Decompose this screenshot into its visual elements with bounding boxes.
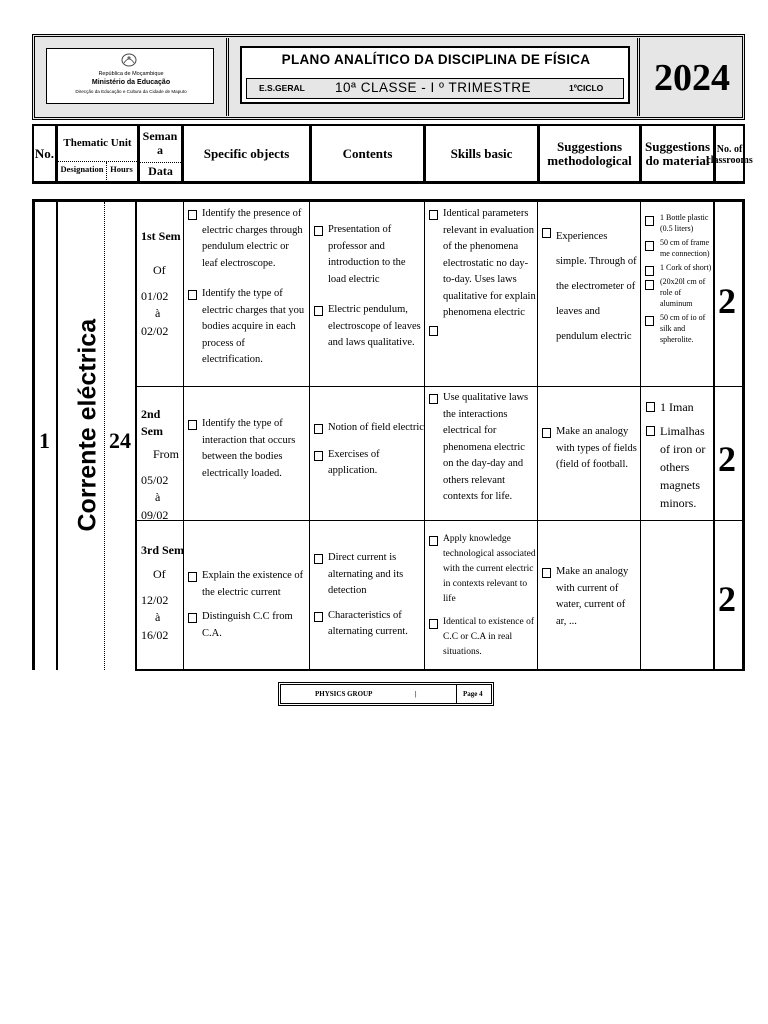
methods-cell (541, 564, 637, 630)
week-label: 2nd Sem (141, 407, 163, 438)
week-label: 3rd Sem (141, 543, 184, 557)
list-item: Presentation of professor and introduction to the load electric (313, 222, 425, 288)
header-separator (226, 38, 229, 116)
col-classrooms: No. of classrooms (706, 143, 753, 166)
classrooms-count: 2 (718, 439, 736, 479)
contents-cell (313, 550, 425, 641)
list-item: Experiences simple. Through of the electrometer of leaves and pendulum electric (541, 224, 637, 349)
list-item: 50 cm of io of silk and spherolite. (644, 312, 714, 345)
list-item: Notion of field electric (313, 420, 425, 437)
designation-label: Designation (60, 164, 104, 174)
classrooms-count: 2 (718, 281, 736, 321)
week-date-cell (141, 228, 185, 342)
week-label: Seman a (142, 129, 178, 157)
col-thematic-unit (58, 126, 140, 181)
list-item: Identical parameters relevant in evaluation of the phenomena electrostatic no day-to-day. Uses laws qualitative for explain phenomena electric (428, 206, 538, 322)
column-header-row (32, 124, 753, 184)
date-a: à (155, 305, 161, 320)
col-no: No. (34, 126, 58, 181)
list-item: Make an analogy with types of fields (field of football. (541, 424, 637, 474)
list-item: Identify the type of electric charges that you bodies acquire in each process of electrification. (187, 286, 307, 369)
thematic-unit-label: Thematic Unit (63, 137, 132, 149)
list-item: Characteristics of alternating current. (313, 608, 425, 641)
contents-cell (313, 420, 425, 480)
date-to: 16/02 (141, 627, 169, 642)
document-title: PLANO ANALÍTICO DA DISCIPLINA DE FÍSICA (281, 52, 591, 67)
list-item: Limalhas of iron or others magnets minors. (645, 422, 713, 512)
unit-designation: Corrente eléctrica (73, 318, 102, 532)
list-item: (20x20l cm of role of aluminum (644, 276, 714, 309)
week-label: 1st Sem (141, 229, 181, 243)
footer-group: PHYSICS GROUP (315, 690, 373, 698)
hours-label: Hours (110, 164, 133, 174)
list-item: Make an analogy with current of water, current of ar, ... (541, 564, 637, 630)
list-item: 1 Bottle plastic (0.5 liters) (644, 212, 714, 234)
date-from: 12/02 (141, 592, 169, 607)
from-label: Of (153, 566, 166, 581)
date-from: 05/02 (141, 473, 169, 487)
date-label: Data (148, 164, 173, 178)
list-item: 1 Iman (645, 398, 713, 416)
objectives-cell (187, 568, 311, 642)
year-label: 2024 (654, 57, 730, 99)
coat-of-arms-icon (118, 52, 140, 68)
objectives-cell (187, 416, 307, 482)
lesson-plan-table (32, 199, 745, 670)
objectives-cell (187, 206, 307, 369)
list-item: 1 Cork of short) (644, 262, 714, 273)
contents-cell (313, 222, 425, 352)
title-subline (246, 78, 624, 99)
week-date-cell (141, 542, 185, 646)
list-item (428, 322, 538, 334)
date-a: à (155, 609, 161, 624)
materials-cell (644, 212, 714, 348)
list-item: 50 cm of frame me connection) (644, 237, 714, 259)
list-item: Exercises of application. (313, 447, 425, 480)
classrooms-count: 2 (718, 579, 736, 619)
col-week (140, 126, 184, 181)
date-from: 01/02 (141, 288, 169, 303)
list-item: Distinguish C.C from C.A. (187, 609, 311, 642)
date-a: à (155, 490, 161, 504)
materials-cell (645, 398, 713, 512)
list-item: Identify the presence of electric charges through pendulum electric or leaf electroscope. (187, 206, 307, 272)
from-label: Of (153, 262, 166, 277)
list-item: Apply knowledge technological associated with the current electric in contexts relevant to life (428, 532, 538, 607)
col-suggestions-material: Suggestions do material (642, 126, 716, 181)
methods-cell (541, 224, 637, 349)
unit-hours: 24 (109, 428, 131, 453)
methods-cell (541, 424, 637, 474)
header-separator (637, 38, 640, 116)
week-date-cell (141, 406, 185, 526)
cycle-label: 1ºCICLO (569, 83, 604, 93)
skills-cell (428, 206, 538, 334)
list-item: Use qualitative laws the interactions electrical for phenomena electric on the day-day and others relevant contexts for life. (428, 390, 538, 506)
col-specific-objects: Specific objects (184, 126, 312, 181)
col-skills: Skills basic (426, 126, 540, 181)
class-term: 10ª CLASSE - I º TRIMESTRE (335, 80, 531, 95)
list-item: Explain the existence of the electric current (187, 568, 311, 601)
school-name: E.S.GERAL (259, 83, 305, 93)
page-footer (278, 682, 494, 706)
col-suggestions-method: Suggestions methodological (540, 126, 642, 181)
list-item: Electric pendulum, electroscope of leaves and laws qualitative. (313, 302, 425, 352)
date-to: 09/02 (141, 508, 169, 522)
list-item: Direct current is alternating and its detection (313, 550, 425, 600)
from-label: From (153, 447, 180, 461)
logo-republic: República de Moçambique (98, 71, 164, 77)
skills-cell (428, 532, 538, 660)
footer-divider: | (415, 690, 417, 698)
list-item: Identify the type of interaction that occurs between the bodies electrically loaded. (187, 416, 307, 482)
col-contents: Contents (312, 126, 426, 181)
logo-direction: Direcção da Educação e Cultura da Cidade de Maputo (75, 89, 187, 94)
date-to: 02/02 (141, 323, 169, 338)
skills-cell (428, 390, 538, 506)
unit-number: 1 (39, 428, 50, 453)
list-item: Identical to existence of C.C or C.A in real situations. (428, 615, 538, 660)
page-number: Page 4 (463, 690, 483, 698)
logo-ministry: Ministério da Educação (91, 79, 171, 86)
